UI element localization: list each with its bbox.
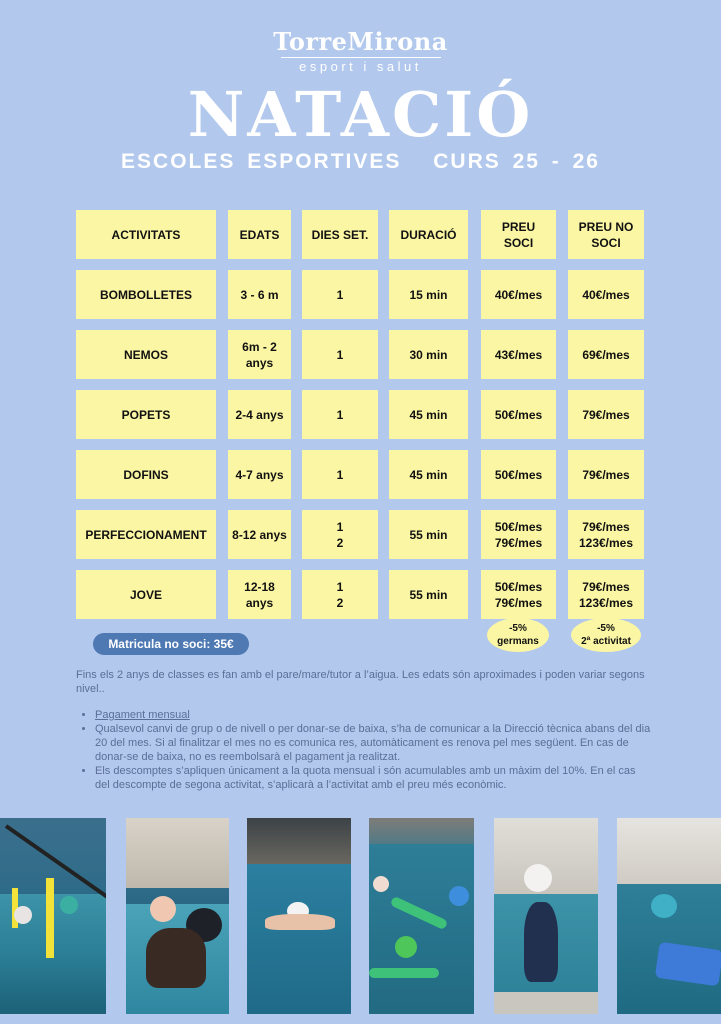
- table-cell: 55 min: [389, 570, 468, 619]
- table-cell: 3 - 6 m: [228, 270, 291, 319]
- header-edats: EDATS: [228, 210, 291, 259]
- table-cell: 1: [302, 450, 378, 499]
- table-cell: 45 min: [389, 450, 468, 499]
- table-cell: 1 2: [302, 510, 378, 559]
- intro-text: Fins els 2 anys de classes es fan amb el pare/mare/tutor a l’aigua. Les edats són aproximades i poden variar segons nivel..: [76, 669, 645, 695]
- table-cell: 2-4 anys: [228, 390, 291, 439]
- logo-tagline: esport i salut: [299, 59, 422, 74]
- logo-name: TorreMirona: [273, 27, 448, 56]
- table-cell: 40€/mes: [568, 270, 644, 319]
- table-cell: 12-18 anys: [228, 570, 291, 619]
- table-cell: DOFINS: [76, 450, 216, 499]
- table-cell: 69€/mes: [568, 330, 644, 379]
- logo: [0, 28, 721, 74]
- subtitle-program: ESCOLES ESPORTIVES: [121, 150, 402, 173]
- table-cell: 8-12 anys: [228, 510, 291, 559]
- list-item: • Qualsevol canvi de grup o de nivell o per donar-se de baixa, s’ha de comunicar a la Direcció tècnica abans del dia 20 del mes. Si al finalitzar el mes no es comunica res, automàticament es renova pel mes següent. En cas de donar-se de baixa, no es reembolsarà el pagament ja realitzat.: [95, 722, 651, 764]
- table-cell: POPETS: [76, 390, 216, 439]
- table-cell: 50€/mes 79€/mes: [481, 510, 556, 559]
- table-cell: 79€/mes 123€/mes: [568, 510, 644, 559]
- table-cell: 6m - 2 anys: [228, 330, 291, 379]
- discount-siblings-badge: -5% germans: [487, 618, 549, 652]
- photo-child-with-kickboard: [617, 818, 721, 1014]
- photo-child-swimming: [247, 818, 351, 1014]
- photo-children-with-floats: [369, 818, 474, 1014]
- table-cell: 1: [302, 390, 378, 439]
- notes-list: [76, 708, 651, 792]
- table-cell: 79€/mes: [568, 390, 644, 439]
- table-cell: 50€/mes 79€/mes: [481, 570, 556, 619]
- table-cell: 1: [302, 330, 378, 379]
- page-subtitle: [0, 149, 721, 175]
- photo-children-pool-noodles: [0, 818, 106, 1014]
- table-cell: 79€/mes: [568, 450, 644, 499]
- table-cell: BOMBOLLETES: [76, 270, 216, 319]
- payment-note: Pagament mensual: [95, 709, 190, 721]
- table-cell: 15 min: [389, 270, 468, 319]
- table-cell: 1: [302, 270, 378, 319]
- table-cell: 45 min: [389, 390, 468, 439]
- discount-second-activity-badge: -5% 2ª activitat: [571, 618, 641, 652]
- header-activitats: ACTIVITATS: [76, 210, 216, 259]
- table-cell: 4-7 anys: [228, 450, 291, 499]
- list-item: [95, 708, 651, 722]
- table-cell: JOVE: [76, 570, 216, 619]
- list-item: • Els descomptes s’apliquen únicament a la quota mensual i són acumulables amb un màxim del 10%. En el cas del descompte de segona activitat, s’aplicarà a l’activitat amb el preu més econòmic.: [95, 764, 651, 792]
- header-preu-no-soci: PREU NO SOCI: [568, 210, 644, 259]
- table-cell: 55 min: [389, 510, 468, 559]
- subtitle-season: CURS 25 - 26: [433, 150, 600, 173]
- photo-baby-with-parent: [126, 818, 229, 1014]
- header-duracio: DURACIÓ: [389, 210, 468, 259]
- matricula-badge: Matricula no soci: 35€: [93, 633, 249, 655]
- header-dies: DIES SET.: [302, 210, 378, 259]
- header-preu-soci: PREU SOCI: [481, 210, 556, 259]
- page-title: NATACIÓ: [187, 78, 534, 151]
- table-cell: 50€/mes: [481, 450, 556, 499]
- table-cell: 1 2: [302, 570, 378, 619]
- table-cell: 43€/mes: [481, 330, 556, 379]
- table-cell: 79€/mes 123€/mes: [568, 570, 644, 619]
- table-cell: 50€/mes: [481, 390, 556, 439]
- table-cell: PERFECCIONAMENT: [76, 510, 216, 559]
- table-cell: NEMOS: [76, 330, 216, 379]
- table-cell: 30 min: [389, 330, 468, 379]
- table-cell: 40€/mes: [481, 270, 556, 319]
- logo-divider: [281, 57, 441, 58]
- photo-girl-at-pool-edge: [494, 818, 598, 1014]
